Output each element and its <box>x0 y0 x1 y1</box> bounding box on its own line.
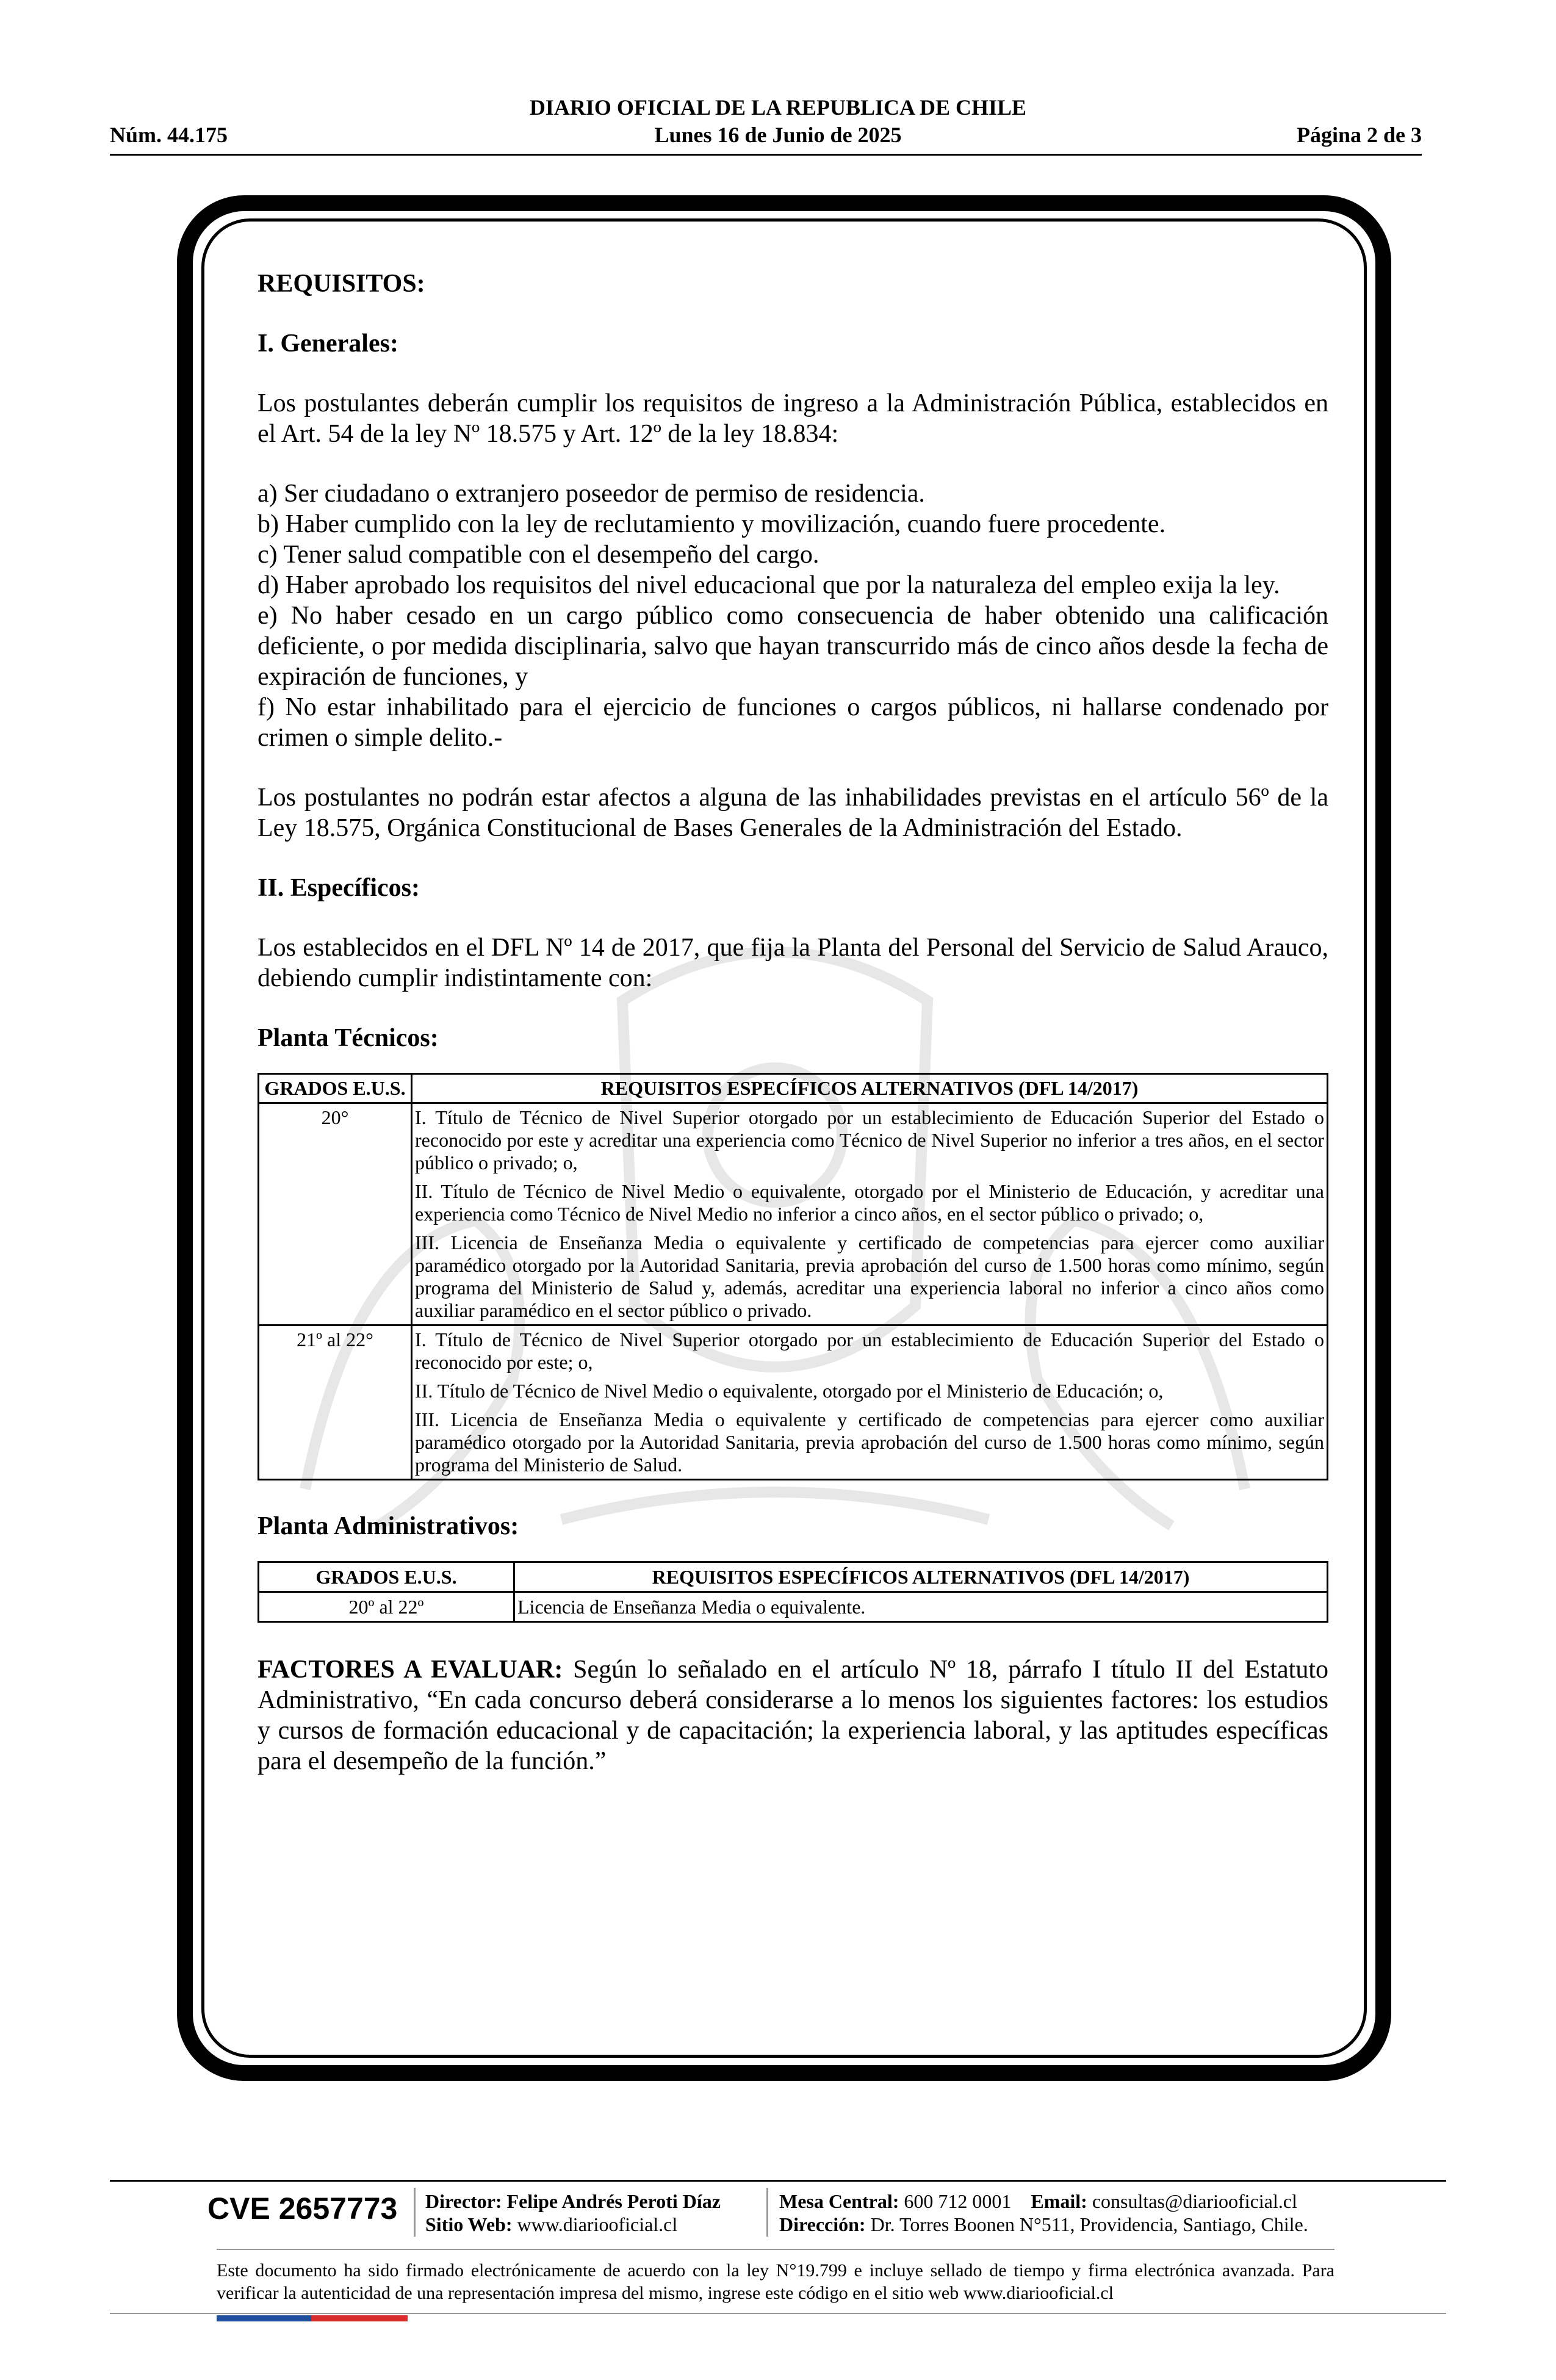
list-item: b) Haber cumplido con la ley de reclutamiento y movilización, cuando fuere procedente. <box>258 510 1166 538</box>
footer-divider <box>766 2188 768 2237</box>
page-indicator: Página 2 de 3 <box>1296 123 1422 147</box>
generales-intro: Los postulantes deberán cumplir los requisitos de ingreso a la Administración Pública, establecidos en el Art. 54 de la ley Nº 18.575 y Art. 12º de la ley 18.834: <box>258 389 1328 448</box>
director-label: Director: <box>425 2190 502 2212</box>
requirement-option: II. Título de Técnico de Nivel Medio o equivalente, otorgado por el Ministerio de Educación, y acreditar una experiencia como Técnico de Nivel Medio no inferior a cinco años, en el sector público o privado; o, <box>415 1180 1324 1225</box>
list-item: a) Ser ciudadano o extranjero poseedor de permiso de residencia. <box>258 480 925 508</box>
mesa-phone: 600 712 0001 <box>904 2190 1012 2212</box>
factores-paragraph <box>258 1654 1328 1776</box>
column-header-grados: GRADOS E.U.S. <box>259 1562 514 1592</box>
footer-rule-top <box>110 2180 1446 2182</box>
flag-stripe-red <box>311 2315 408 2321</box>
requirements-cell <box>412 1325 1328 1480</box>
list-item: d) Haber aprobado los requisitos del nivel educacional que por la naturaleza del empleo exija la ley. <box>258 571 1280 599</box>
direccion-label: Dirección: <box>779 2213 866 2235</box>
table-row <box>259 1103 1328 1325</box>
generales-heading: I. Generales: <box>258 330 398 358</box>
list-item: e) No haber cesado en un cargo público como consecuencia de haber obtenido una calificación deficiente, o por medida disciplinaria, salvo que hayan transcurrido más de cinco años desde la fecha de expiración de funciones, y <box>258 602 1328 691</box>
requirements-list <box>258 478 1328 753</box>
newspaper-title: DIARIO OFICIAL DE LA REPUBLICA DE CHILE <box>529 95 1027 120</box>
list-item: c) Tener salud compatible con el desempeño del cargo. <box>258 541 819 569</box>
inhabilidades-paragraph: Los postulantes no podrán estar afectos a alguna de las inhabilidades previstas en el artículo 56º de la Ley 18.575, Orgánica Constitucional de Bases Generales de la Administración del Estado. <box>258 784 1328 842</box>
planta-tecnicos-table <box>258 1073 1328 1480</box>
factores-label: FACTORES A EVALUAR: <box>258 1656 563 1684</box>
email-link[interactable]: consultas@diariooficial.cl <box>1092 2190 1297 2212</box>
requirement-option: I. Título de Técnico de Nivel Superior otorgado por un establecimiento de Educación Superior del Estado o reconocido por este y acreditar una experiencia como Técnico de Nivel Superior no inferior a tres años, en el sector público o privado; o, <box>415 1106 1324 1174</box>
web-label: Sitio Web: <box>425 2213 513 2235</box>
especificos-heading: II. Específicos: <box>258 874 420 902</box>
mesa-label: Mesa Central: <box>779 2190 899 2212</box>
column-header-requisitos: REQUISITOS ESPECÍFICOS ALTERNATIVOS (DFL 14/2017) <box>514 1562 1328 1592</box>
column-header-requisitos: REQUISITOS ESPECÍFICOS ALTERNATIVOS (DFL 14/2017) <box>412 1074 1328 1103</box>
factores-text: Según lo señalado en el artículo Nº 18, párrafo I título II del Estatuto Administrativo, “En cada concurso deberá considerarse a lo menos los siguientes factores: los estudios y cursos de formación educacional y de capacitación; la experiencia laboral, y las aptitudes específicas para el desempeño de la función.” <box>258 1656 1329 1775</box>
flag-stripe-blue <box>217 2315 311 2321</box>
grade-cell: 20° <box>259 1103 412 1325</box>
requirements-cell: Licencia de Enseñanza Media o equivalente. <box>514 1592 1328 1622</box>
list-item: f) No estar inhabilitado para el ejercicio de funciones o cargos públicos, ni hallarse condenado por crimen o simple delito.- <box>258 693 1328 752</box>
email-label: Email: <box>1031 2190 1087 2212</box>
planta-tecnicos-heading: Planta Técnicos: <box>258 1024 439 1052</box>
grade-cell: 20º al 22º <box>259 1592 514 1622</box>
footer-contact-block <box>779 2190 1308 2236</box>
column-header-grados: GRADOS E.U.S. <box>259 1074 412 1103</box>
header-rule <box>110 154 1422 156</box>
requirement-option: I. Título de Técnico de Nivel Superior otorgado por un establecimiento de Educación Superior del Estado o reconocido por este; o, <box>415 1329 1324 1373</box>
issue-number: Núm. 44.175 <box>110 123 228 147</box>
requirements-cell <box>412 1103 1328 1325</box>
document-body <box>258 269 1328 1776</box>
issue-date: Lunes 16 de Junio de 2025 <box>654 123 902 147</box>
requirement-option: III. Licencia de Enseñanza Media o equivalente y certificado de competencias para ejercer como auxiliar paramédico otorgado por la Autoridad Sanitaria, previa aprobación del curso de 1.500 horas como mínimo, según programa del Ministerio de Salud. <box>415 1408 1324 1476</box>
table-row <box>259 1325 1328 1480</box>
requisitos-heading: REQUISITOS: <box>258 270 425 298</box>
footer-rule-mid <box>217 2249 1334 2250</box>
planta-administrativos-table <box>258 1561 1328 1623</box>
direccion-value: Dr. Torres Boonen N°511, Providencia, Santiago, Chile. <box>870 2213 1308 2235</box>
especificos-intro: Los establecidos en el DFL Nº 14 de 2017, que fija la Planta del Personal del Servicio de Salud Arauco, debiendo cumplir indistintamente con: <box>258 934 1328 992</box>
grade-cell: 21º al 22° <box>259 1325 412 1480</box>
signature-note: Este documento ha sido firmado electrónicamente de acuerdo con la ley N°19.799 e incluye sellado de tiempo y firma electrónica avanzada. Para verificar la autenticidad de una representación impresa del mismo, ingrese este código en el sitio web www.diariooficial.cl <box>217 2260 1334 2303</box>
requirement-option: III. Licencia de Enseñanza Media o equivalente y certificado de competencias para ejercer como auxiliar paramédico otorgado por la Autoridad Sanitaria, previa aprobación del curso de 1.500 horas como mínimo, según programa del Ministerio de Salud y, además, acreditar una experiencia laboral no inferior a cinco años como auxiliar paramédico en el sector público o privado. <box>415 1231 1324 1321</box>
footer-director-block <box>425 2190 721 2236</box>
director-name: Felipe Andrés Peroti Díaz <box>506 2190 721 2212</box>
planta-administrativos-heading: Planta Administrativos: <box>258 1512 519 1540</box>
footer-divider <box>414 2188 416 2237</box>
cve-code: CVE 2657773 <box>207 2191 398 2226</box>
table-row <box>259 1592 1328 1622</box>
footer-rule-bottom <box>110 2313 1446 2314</box>
web-link[interactable]: www.diariooficial.cl <box>517 2213 678 2235</box>
requirement-option: II. Título de Técnico de Nivel Medio o equivalente, otorgado por el Ministerio de Educación; o, <box>415 1380 1164 1402</box>
